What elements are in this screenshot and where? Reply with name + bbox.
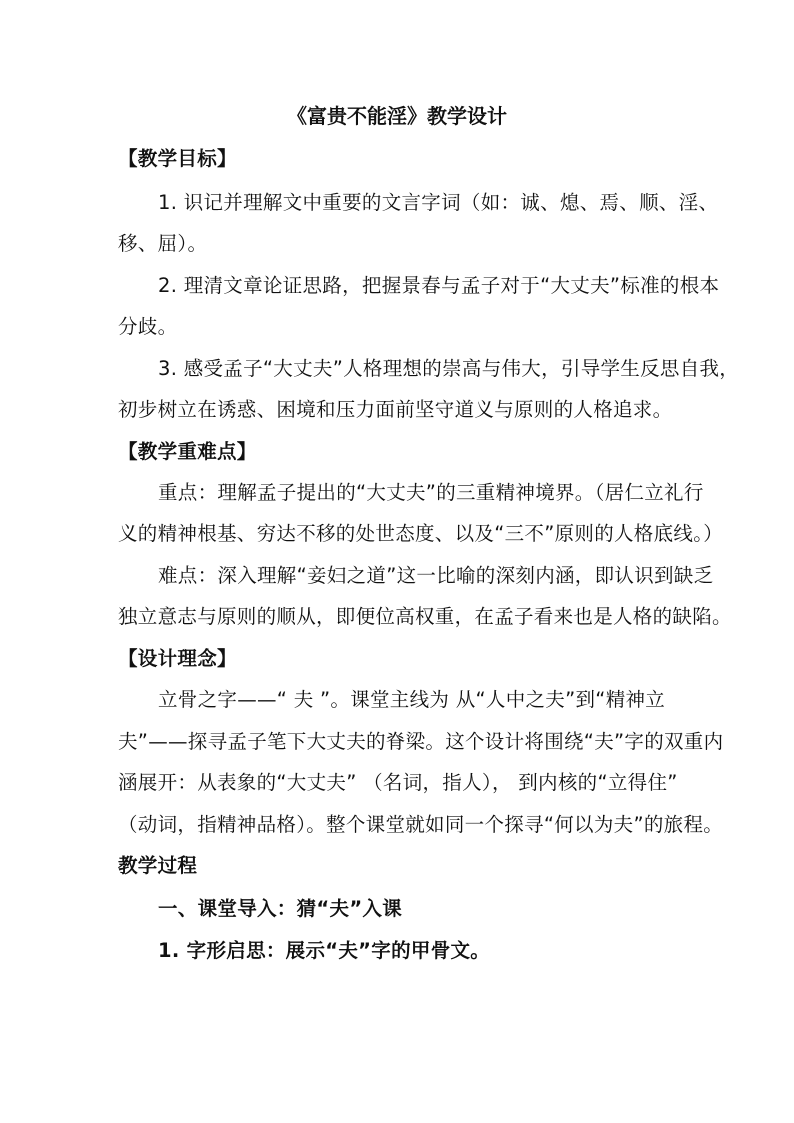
objective-3-line1: 3. 感受孟子“大丈夫”人格理想的崇高与伟大，引导学生反思自我， [158, 357, 740, 380]
document-title: 《富贵不能淫》教学设计 [287, 104, 507, 128]
concept-line2: 夫”——探寻孟子笔下大丈夫的脊梁。这个设计将围绕“夫”字的双重内 [118, 730, 724, 753]
objective-1-line2: 移、屈）。 [118, 232, 208, 255]
objective-2-line1: 2. 理清文章论证思路，把握景春与孟子对于“大丈夫”标准的根本 [158, 274, 720, 297]
section-heading-key-points: 【教学重难点】 [118, 440, 257, 463]
section-heading-objectives: 【教学目标】 [118, 147, 237, 170]
objective-2-line2: 分歧。 [118, 315, 178, 338]
concept-line3: 涵展开：从表象的“大丈夫” （名词，指人）， 到内核的“立得住” [118, 771, 678, 794]
focus-line1: 重点：理解孟子提出的“大丈夫”的三重精神境界。（居仁立礼行 [158, 481, 704, 504]
process-step1-heading: 一、课堂导入：猜“夫”入课 [158, 897, 403, 920]
concept-line1: 立骨之字——“ 夫 ”。课堂主线为 从“人中之夫”到“精神立 [158, 688, 666, 711]
section-heading-concept: 【设计理念】 [118, 647, 237, 670]
section-heading-process: 教学过程 [118, 854, 198, 877]
objective-3-line2: 初步树立在诱惑、困境和压力面前坚守道义与原则的人格追求。 [118, 398, 673, 421]
difficulty-line2: 独立意志与原则的顺从，即便位高权重，在孟子看来也是人格的缺陷。 [118, 605, 732, 628]
process-step1-item1: 1. 字形启思：展示“夫”字的甲骨文。 [158, 939, 491, 962]
difficulty-line1: 难点：深入理解“妾妇之道”这一比喻的深刻内涵，即认识到缺乏 [158, 564, 714, 587]
concept-line4: （动词，指精神品格）。整个课堂就如同一个探寻“何以为夫”的旅程。 [118, 813, 724, 836]
objective-1-line1: 1. 识记并理解文中重要的文言字词（如：诚、熄、焉、顺、淫、 [158, 191, 719, 214]
focus-line2: 义的精神根基、穷达不移的处世态度、以及“三不”原则的人格底线。） [118, 522, 724, 545]
